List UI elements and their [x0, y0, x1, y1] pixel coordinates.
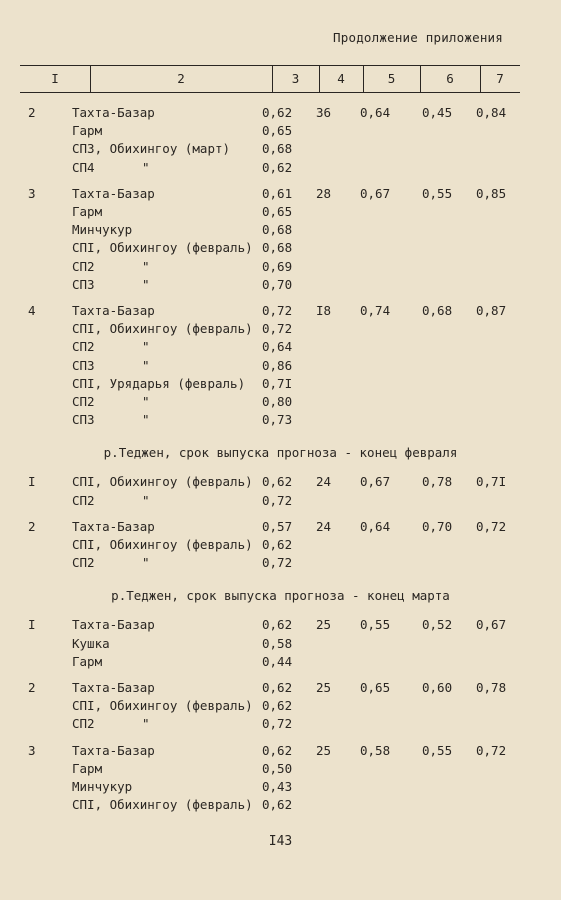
- correlation-value: 0,62: [262, 537, 293, 552]
- table-row: [0, 492, 561, 510]
- column-header-7: 7: [496, 71, 504, 86]
- table-row: [0, 411, 561, 429]
- column-5-value: 0,55: [360, 617, 391, 633]
- correlation-value: 0,62: [262, 797, 293, 813]
- predictor-name: Тахта-Базар: [72, 617, 155, 633]
- column-header-4: 4: [337, 71, 345, 86]
- column-4-value: 25: [316, 617, 332, 633]
- section-title: р.Теджен, срок выпуска прогноза - конец февраля: [103, 445, 458, 461]
- predictor-name: Гарм: [72, 123, 103, 139]
- correlation-value: 0,62: [262, 680, 293, 695]
- table-row: [0, 653, 561, 671]
- table-row: [0, 140, 561, 158]
- correlation-value: 0,72: [262, 716, 293, 732]
- correlation-value: 0,70: [262, 276, 293, 292]
- table-row: [0, 258, 561, 276]
- table-column-header: [20, 65, 520, 93]
- column-4-value: 25: [316, 742, 332, 758]
- predictor-name: СП3, Обихингоу (март): [72, 141, 231, 157]
- continuation-note: Продолжение приложения: [333, 30, 503, 45]
- predictor-name: Тахта-Базар: [72, 185, 155, 201]
- table-row: [0, 239, 561, 257]
- column-4-value: I8: [316, 303, 332, 318]
- predictor-name: Минчукур: [72, 779, 133, 794]
- predictor-name: СП4: [72, 159, 95, 175]
- table-row: [0, 104, 561, 122]
- predictor-name: СПI, Обихингоу (февраль): [72, 240, 253, 256]
- column-6-value: 0,68: [422, 303, 453, 318]
- correlation-value: 0,68: [262, 141, 293, 157]
- correlation-value: 0,50: [262, 760, 293, 776]
- correlation-value: 0,62: [262, 698, 293, 714]
- ditto-mark: ": [142, 394, 150, 409]
- correlation-value: 0,86: [262, 357, 293, 373]
- predictor-name: СП2: [72, 492, 95, 508]
- predictor-name: СП2: [72, 258, 95, 274]
- column-5-value: 0,64: [360, 105, 391, 120]
- equation-number: I: [28, 617, 36, 633]
- correlation-value: 0,62: [262, 159, 293, 175]
- column-4-value: 24: [316, 474, 332, 490]
- table-row: [0, 760, 561, 778]
- table-row: [0, 320, 561, 338]
- predictor-name: СП2: [72, 339, 95, 355]
- correlation-value: 0,68: [262, 240, 293, 256]
- ditto-mark: ": [142, 159, 150, 175]
- column-4-value: 28: [316, 185, 332, 201]
- column-5-value: 0,67: [360, 185, 391, 201]
- correlation-value: 0,43: [262, 779, 293, 794]
- correlation-value: 0,65: [262, 204, 293, 219]
- column-6-value: 0,70: [422, 518, 453, 534]
- predictor-name: Гарм: [72, 760, 103, 776]
- equation-number: 2: [28, 105, 36, 120]
- table-row: [0, 276, 561, 294]
- predictor-name: Тахта-Базар: [72, 105, 155, 120]
- correlation-value: 0,69: [262, 258, 293, 274]
- table-row: [0, 635, 561, 653]
- equation-number: 2: [28, 680, 36, 695]
- correlation-value: 0,72: [262, 555, 293, 571]
- column-6-value: 0,45: [422, 105, 453, 120]
- ditto-mark: ": [142, 357, 150, 373]
- column-5-value: 0,58: [360, 742, 391, 758]
- table-row: [0, 742, 561, 760]
- predictor-name: СПI, Обихингоу (февраль): [72, 537, 253, 552]
- predictor-name: Тахта-Базар: [72, 518, 155, 534]
- column-header-6: 6: [446, 71, 454, 86]
- column-header-5: 5: [387, 71, 396, 86]
- ditto-mark: ": [142, 716, 150, 732]
- correlation-value: 0,72: [262, 303, 293, 318]
- column-4-value: 24: [316, 518, 332, 534]
- table-row: [0, 796, 561, 814]
- predictor-name: СПI, Обихингоу (февраль): [72, 698, 253, 714]
- page-number: I43: [268, 834, 293, 849]
- equation-number: 2: [28, 518, 36, 534]
- table-row: [0, 185, 561, 203]
- correlation-value: 0,62: [262, 474, 293, 490]
- predictor-name: Минчукур: [72, 222, 133, 238]
- table-row: [0, 778, 561, 796]
- predictor-name: СПI, Обихингоу (февраль): [72, 321, 253, 337]
- column-5-value: 0,64: [360, 518, 391, 534]
- equation-number: I: [28, 474, 36, 490]
- equation-number: 3: [28, 742, 36, 758]
- correlation-value: 0,62: [262, 105, 293, 120]
- predictor-name: Тахта-Базар: [72, 680, 155, 695]
- column-6-value: 0,55: [422, 742, 453, 758]
- predictor-name: Гарм: [72, 653, 103, 669]
- column-4-value: 36: [316, 105, 332, 120]
- predictor-name: СПI, Урядарья (февраль): [72, 375, 246, 391]
- correlation-value: 0,72: [262, 321, 293, 337]
- table-row: [0, 536, 561, 554]
- table-row: [0, 697, 561, 715]
- column-7-value: 0,84: [476, 105, 507, 120]
- table-row: [0, 302, 561, 320]
- correlation-value: 0,44: [262, 653, 293, 669]
- column-5-value: 0,74: [360, 303, 391, 318]
- table-row: [0, 375, 561, 393]
- predictor-name: СП2: [72, 716, 95, 732]
- table-row: [0, 715, 561, 733]
- column-7-value: 0,72: [476, 742, 507, 758]
- table-row: [0, 616, 561, 634]
- correlation-value: 0,68: [262, 222, 293, 238]
- predictor-name: СП2: [72, 394, 95, 409]
- column-5-value: 0,65: [360, 680, 391, 695]
- column-6-value: 0,78: [422, 474, 453, 490]
- column-7-value: 0,85: [476, 185, 507, 201]
- table-row: [0, 393, 561, 411]
- column-header-2: 2: [177, 71, 185, 86]
- column-4-value: 25: [316, 680, 332, 695]
- table-row: [0, 473, 561, 491]
- table-row: [0, 338, 561, 356]
- correlation-value: 0,65: [262, 123, 293, 139]
- column-header-1: I: [51, 71, 59, 86]
- correlation-value: 0,57: [262, 518, 293, 534]
- correlation-value: 0,73: [262, 412, 293, 428]
- section-title: р.Теджен, срок выпуска прогноза - конец марта: [111, 588, 450, 604]
- predictor-name: СПI, Обихингоу (февраль): [72, 474, 253, 490]
- predictor-name: СП3: [72, 357, 95, 373]
- column-7-value: 0,87: [476, 303, 507, 318]
- equation-number: 4: [28, 303, 36, 318]
- table-row: [0, 159, 561, 177]
- column-header-3: 3: [291, 71, 300, 86]
- column-6-value: 0,60: [422, 680, 453, 695]
- table-row: [0, 203, 561, 221]
- ditto-mark: ": [142, 276, 150, 292]
- correlation-value: 0,62: [262, 617, 293, 633]
- predictor-name: СП3: [72, 412, 95, 428]
- ditto-mark: ": [142, 555, 150, 571]
- ditto-mark: ": [142, 339, 150, 355]
- correlation-value: 0,80: [262, 394, 293, 409]
- column-7-value: 0,67: [476, 617, 507, 633]
- predictor-name: Тахта-Базар: [72, 303, 155, 318]
- predictor-name: СП3: [72, 276, 95, 292]
- predictor-name: СП2: [72, 555, 95, 571]
- column-7-value: 0,72: [476, 518, 507, 534]
- ditto-mark: ": [142, 412, 150, 428]
- column-6-value: 0,55: [422, 185, 453, 201]
- table-row: [0, 679, 561, 697]
- correlation-value: 0,58: [262, 635, 293, 651]
- equation-number: 3: [28, 185, 36, 201]
- predictor-name: СПI, Обихингоу (февраль): [72, 797, 253, 813]
- ditto-mark: ": [142, 258, 150, 274]
- column-5-value: 0,67: [360, 474, 391, 490]
- predictor-name: Гарм: [72, 204, 103, 219]
- table-row: [0, 518, 561, 536]
- table-row: [0, 221, 561, 239]
- table-row: [0, 554, 561, 572]
- column-7-value: 0,7I: [476, 474, 507, 490]
- column-6-value: 0,52: [422, 617, 453, 633]
- correlation-value: 0,72: [262, 492, 293, 508]
- predictor-name: Тахта-Базар: [72, 742, 155, 758]
- correlation-value: 0,61: [262, 185, 293, 201]
- correlation-value: 0,62: [262, 742, 293, 758]
- correlation-value: 0,7I: [262, 375, 293, 391]
- table-row: [0, 357, 561, 375]
- column-7-value: 0,78: [476, 680, 507, 695]
- ditto-mark: ": [142, 492, 150, 508]
- table-row: [0, 122, 561, 140]
- correlation-value: 0,64: [262, 339, 293, 355]
- predictor-name: Кушка: [72, 635, 110, 651]
